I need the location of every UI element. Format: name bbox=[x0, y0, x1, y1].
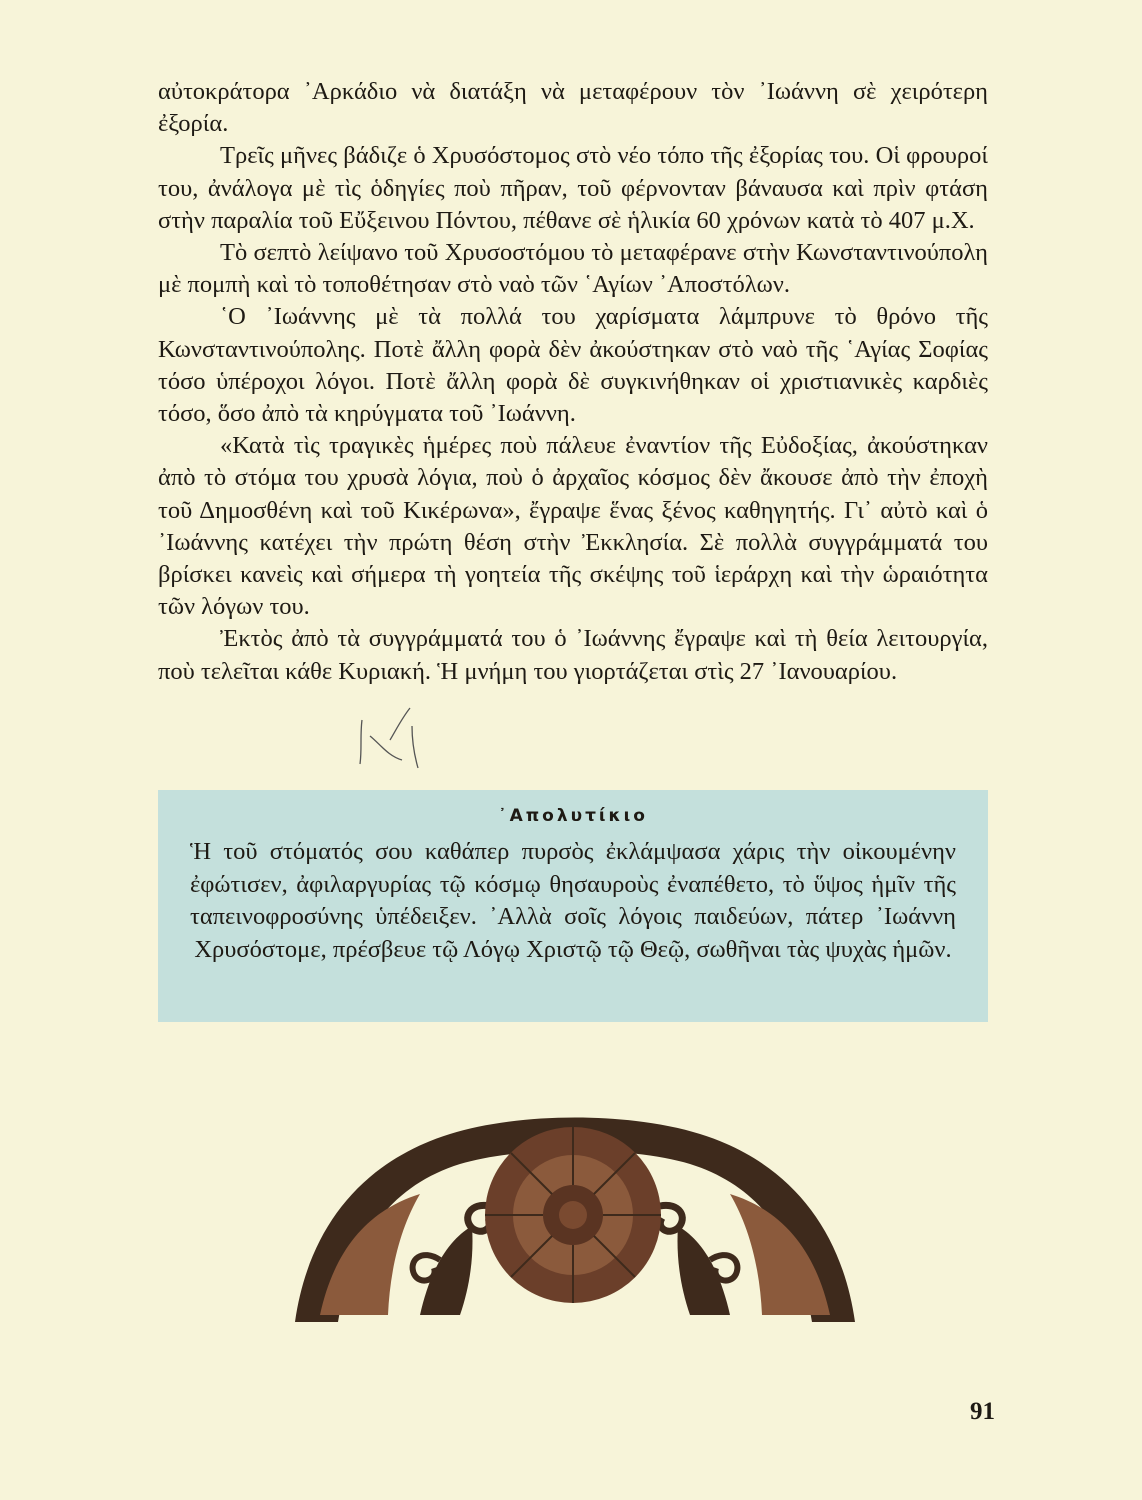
paragraph-2: Τρεῖς μῆνες βάδιζε ὁ Χρυσόστομος στὸ νέο τόπο τῆς ἐξορίας του. Οἱ φρουροί του, ἀνάλογα μὲ τὶς ὁδηγίες ποὺ πῆραν, τοῦ φέρνονταν βάναυσα καὶ πρὶν φτάση στὴν παραλία τοῦ Εὔξεινου Πόντου, πέθανε σὲ ἡλικία 60 χρόνων κατὰ τὸ 407 μ.Χ. bbox=[158, 142, 988, 234]
main-text bbox=[158, 76, 988, 688]
apolytikio-box bbox=[158, 790, 988, 1022]
paragraph-3: Τὸ σεπτὸ λείψανο τοῦ Χρυσοστόμου τὸ μεταφέρανε στὴν Κωνσταντινούπολη μὲ πομπὴ καὶ τὸ τοποθέτησαν στὸ ναὸ τῶν ῾Αγίων ᾿Αποστόλων. bbox=[158, 239, 988, 299]
decorative-ornament-icon bbox=[290, 1110, 860, 1325]
apolytikio-text: Ἡ τοῦ στόματός σου καθάπερ πυρσὸς ἐκλάμψασα χάρις τὴν οἰκουμένην ἐφώτισεν, ἀφιλαργυρίας τῷ κόσμῳ θησαυροὺς ἐναπέθετο, τὸ ὕψος ἡμῖν τῆς ταπεινοφροσύνης ὑπέδειξεν. ᾿Αλλὰ σοῖς λόγοις παιδεύων, πάτερ ᾿Ιωάννη Χρυσόστομε, πρέσβευε τῷ Λόγῳ Χριστῷ τῷ Θεῷ, σωθῆναι τὰς ψυχὰς ἡμῶν. bbox=[190, 838, 956, 963]
page-number: 91 bbox=[970, 1398, 995, 1425]
pencil-mark-icon bbox=[340, 700, 440, 770]
paragraph-1: αὐτοκράτορα ᾿Αρκάδιο νὰ διατάξη νὰ μεταφέρουν τὸν ᾿Ιωάννη σὲ χειρότερη ἐξορία. bbox=[158, 78, 988, 138]
paragraph-4: ῾Ο ᾿Ιωάννης μὲ τὰ πολλά του χαρίσματα λάμπρυνε τὸ θρόνο τῆς Κωνσταντινούπολης. Ποτὲ ἄλλη φορὰ δὲν ἀκούστηκαν στὸ ναὸ τῆς ῾Αγίας Σοφίας τόσο ὑπέροχοι λόγοι. Ποτὲ ἄλλη φορὰ δὲ συγκινήθηκαν οἱ χριστιανικὲς καρδιὲς τόσο, ὅσο ἀπὸ τὰ κηρύγματα τοῦ ᾿Ιωάννη. bbox=[158, 303, 988, 428]
apolytikio-title: ᾿Απολυτίκιο bbox=[498, 806, 648, 826]
paragraph-5: «Κατὰ τὶς τραγικὲς ἡμέρες ποὺ πάλευε ἐναντίον τῆς Εὐδοξίας, ἀκούστηκαν ἀπὸ τὸ στόμα του χρυσὰ λόγια, ποὺ ὁ ἀρχαῖος κόσμος δὲν ἄκουσε ἀπὸ τὴν ἐποχὴ τοῦ Δημοσθένη καὶ τοῦ Κικέρωνα», ἔγραψε ἕνας ξένος καθηγητής. Γι᾿ αὐτὸ καὶ ὁ ᾿Ιωάννης κατέχει τὴν πρώτη θέση στὴν Ἐκκλησία. Σὲ πολλὰ συγγράμματά του βρίσκει κανεὶς καὶ σήμερα τὴ γοητεία τῆς σκέψης τοῦ ἱεράρχη καὶ τὴν ὡραιότητα τῶν λόγων του. bbox=[158, 432, 988, 621]
paragraph-6: Ἐκτὸς ἀπὸ τὰ συγγράμματά του ὁ ᾿Ιωάννης ἔγραψε καὶ τὴ θεία λειτουργία, ποὺ τελεῖται κάθε Κυριακή. Ἡ μνήμη του γιορτάζεται στὶς 27 ᾿Ιανουαρίου. bbox=[158, 625, 988, 685]
